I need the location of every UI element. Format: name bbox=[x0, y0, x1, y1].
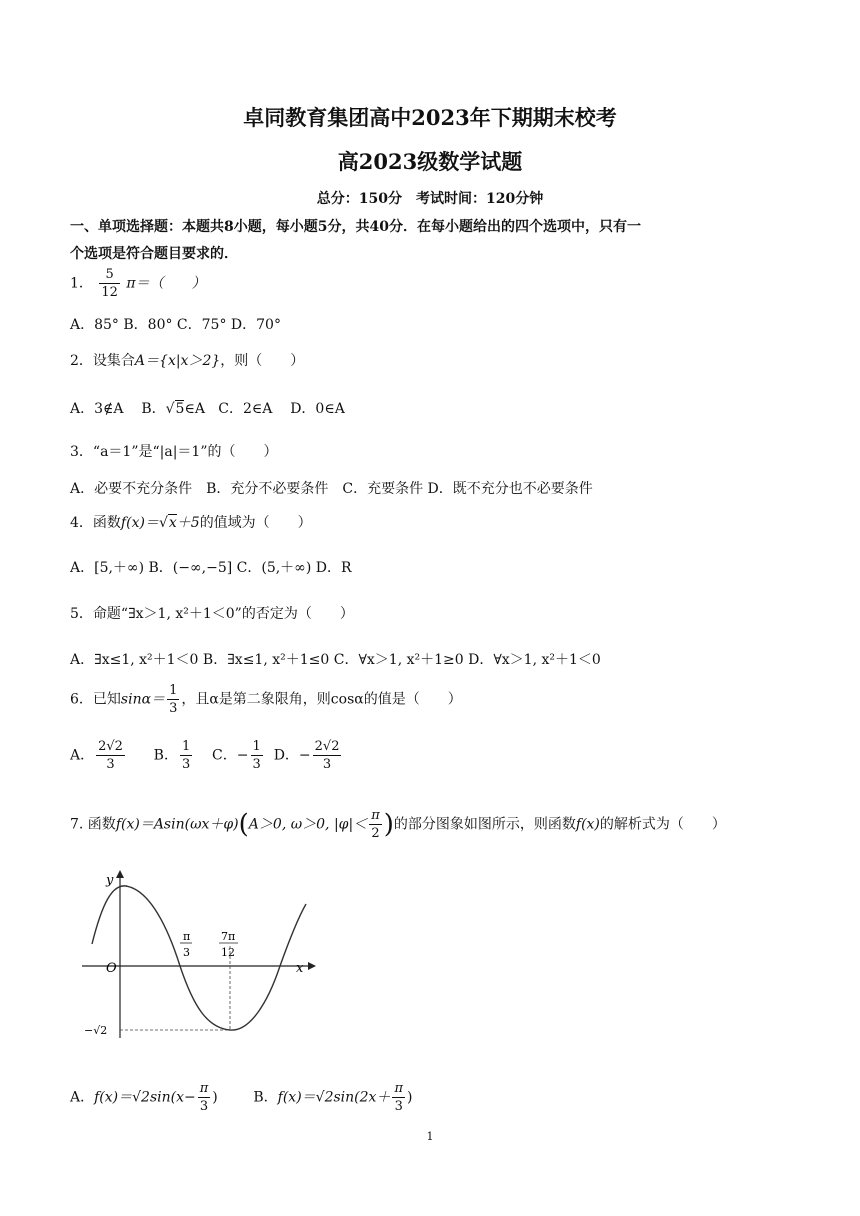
question-2: 2．设集合A＝{x|x＞2}，则（ ） bbox=[70, 353, 305, 369]
section-heading-line2: 个选项是符合题目要求的． bbox=[70, 246, 238, 262]
q7-options bbox=[70, 1080, 412, 1115]
y-axis-label: y bbox=[106, 873, 114, 888]
x-axis-arrow-icon bbox=[308, 962, 316, 970]
q2-option-d: D．0∈A bbox=[290, 401, 345, 417]
question-7: 7. 函数f(x)＝Asin(ωx＋φ)(A＞0, ω＞0, |φ|＜ $\frac{\pi}{2}$ )的部分图象如图所示，则函数f(x)的解析式为（ ） bbox=[70, 808, 726, 841]
question-5: 5．命题“∃x＞1, x²＋1＜0”的否定为（ ） bbox=[70, 606, 354, 622]
question-4: 4．函数f(x)＝√x＋5的值域为（ ） bbox=[70, 515, 312, 531]
page-number: 1 bbox=[426, 1130, 434, 1143]
x-axis-label: x bbox=[296, 961, 304, 976]
q2-option-c: C．2∈A bbox=[218, 401, 273, 417]
q2-options bbox=[70, 398, 345, 418]
q2-option-a: A．3∉A bbox=[70, 401, 124, 417]
q5-options: A．∃x≤1, x²＋1＜0 B．∃x≤1, x²＋1≤0 C．∀x＞1, x²＋1≥0 D．∀x＞1, x²＋1＜0 bbox=[70, 652, 601, 668]
q6-option-c: C．− $\frac{1}{3}$ bbox=[212, 739, 261, 772]
q1-number: 1． bbox=[70, 275, 93, 292]
sine-curve bbox=[92, 886, 306, 1030]
section-heading-line1: 一、单项选择题：本题共8小题，每小题5分，共40分．在每小题给出的四个选项中，只有一 bbox=[70, 219, 641, 235]
tick-7pi-12-num: 7π bbox=[221, 930, 236, 943]
q1-fraction: $\frac{5}{12}$ bbox=[101, 267, 118, 300]
y-axis-arrow-icon bbox=[116, 870, 124, 878]
exam-subtitle: 高2023级数学试题 bbox=[337, 149, 523, 174]
exam-title: 卓同教育集团高中2023年下期期末校考 bbox=[243, 105, 617, 130]
q1-stem: π＝（ ） bbox=[126, 275, 206, 292]
q7-option-a: A．f(x)＝√2sin(x− $\frac{\pi}{3}$ ) bbox=[70, 1081, 218, 1114]
tick-pi-3-den: 3 bbox=[183, 946, 190, 959]
question-1 bbox=[70, 266, 206, 301]
origin-label: O bbox=[106, 961, 117, 976]
question-3: 3．“a＝1”是“|a|＝1”的（ ） bbox=[70, 444, 278, 460]
q3-options: A．必要不充分条件 B．充分不必要条件 C．充要条件 D．既不充分也不必要条件 bbox=[70, 481, 593, 497]
q4-options: A．[5,＋∞) B．(−∞,−5] C．(5,＋∞) D．R bbox=[70, 560, 352, 576]
q6-option-a: A． $\frac{2√2}{3}$ bbox=[70, 739, 123, 772]
tick-pi-3-num: π bbox=[183, 930, 191, 943]
exam-meta: 总分：150分 考试时间：120分钟 bbox=[316, 191, 544, 207]
question-6: 6．已知sinα＝ $\frac{1}{3}$ ，且α是第二象限角，则cosα的值是（ ） bbox=[70, 683, 462, 716]
sine-graph-figure bbox=[80, 868, 320, 1048]
min-value-label: −√2 bbox=[84, 1024, 108, 1037]
q1-options: A．85° B．80° C．75° D．70° bbox=[70, 317, 281, 333]
q6-option-d: D．− $\frac{2√2}{3}$ bbox=[273, 739, 340, 772]
q2-option-b: B．√5∈A bbox=[141, 401, 205, 417]
q7-option-b: B．f(x)＝√2sin(2x＋ $\frac{\pi}{3}$ ) bbox=[253, 1081, 413, 1114]
q6-options bbox=[70, 738, 343, 773]
q6-option-b: B． $\frac{1}{3}$ bbox=[153, 739, 191, 772]
tick-7pi-12-den: 12 bbox=[221, 946, 235, 959]
